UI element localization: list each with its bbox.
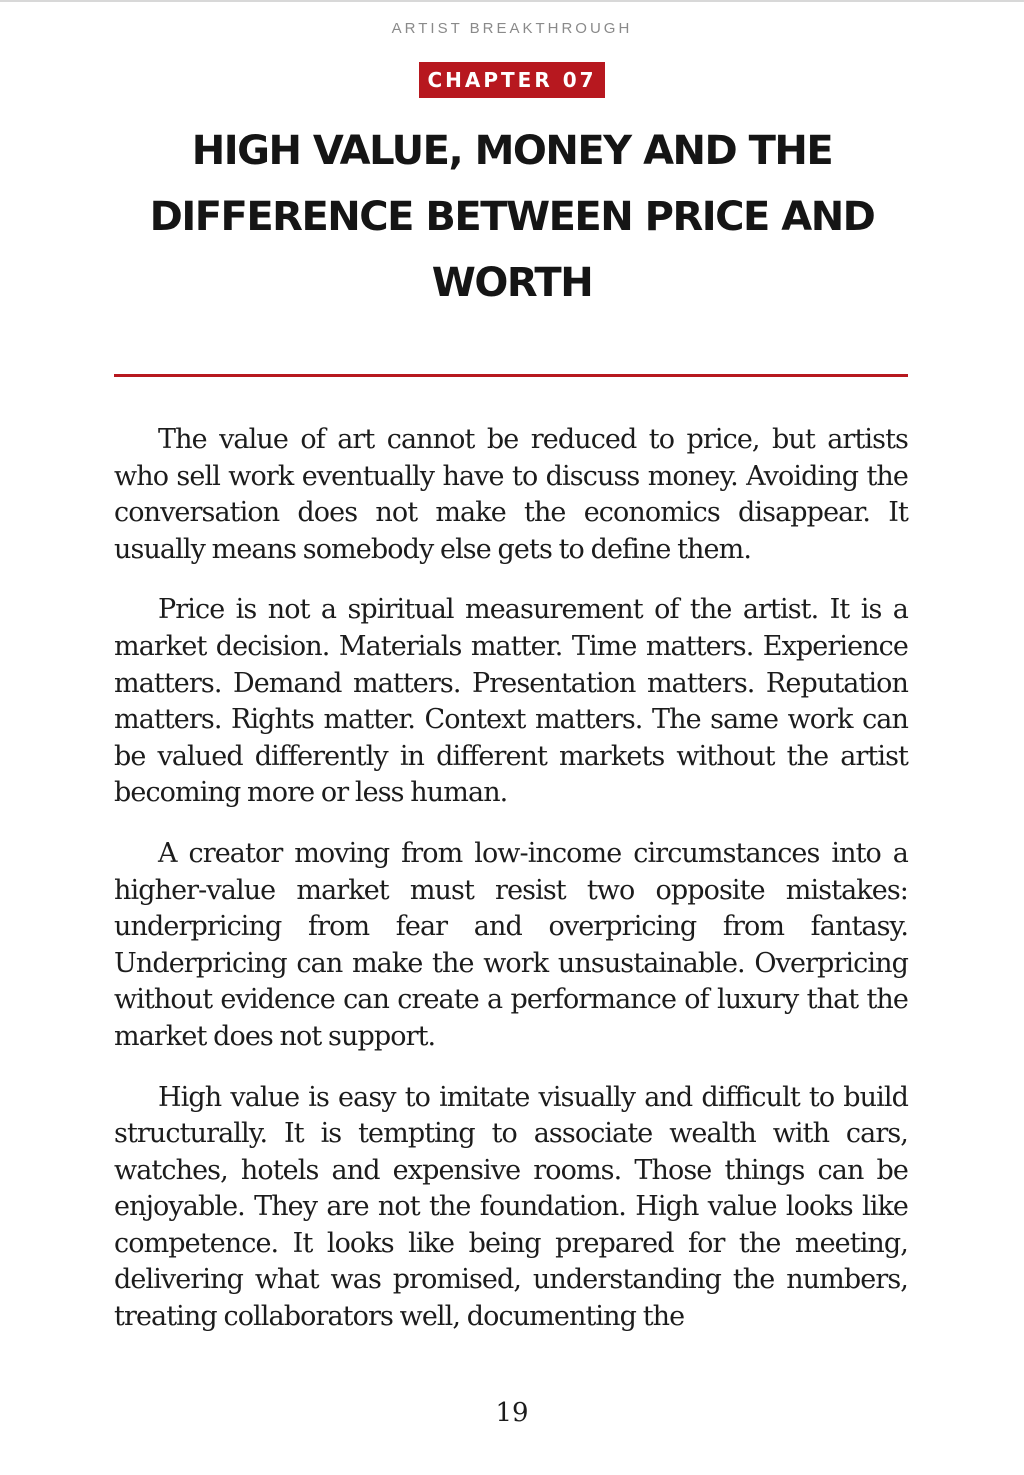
body-paragraph: High value is easy to imitate visually and difficult to build structurally. It is tempting to associate wealth with cars, watches, hotels and expensive rooms. Those things can be enjoyable. They are not the foundation. High value looks like competence. It looks like being prepared for the meeting, delivering what was promised, understanding the numbers, treating collaborators well, documenting the <box>114 1081 908 1333</box>
running-head: ARTIST BREAKTHROUGH <box>391 20 633 37</box>
chapter-title: HIGH VALUE, MONEY AND THE DIFFERENCE BETWEEN PRICE AND WORTH <box>149 128 875 306</box>
body-paragraph: The value of art cannot be reduced to price, but artists who sell work eventually have to discuss money. Avoiding the conversation does not make the economics disappear. It usually means somebody else gets to define them. <box>114 424 908 565</box>
top-border <box>0 0 1024 2</box>
title-divider <box>114 374 908 377</box>
body-paragraph: A creator moving from low-income circumstances into a higher-value market must resist two opposite mistakes: underpricing from fear and overpricing from fantasy. Underpricing can make the work unsustainable. Overpricing without evidence can create a performance of luxury that the market does not support. <box>114 837 908 1052</box>
body-paragraph: Price is not a spiritual measurement of the artist. It is a market decision. Materials matter. Time matters. Experience matters. Demand matters. Presentation matters. Reputation matters. Rights matter. Context matters. The same work can be valued differently in different markets without the artist becoming more or less human. <box>114 594 908 809</box>
chapter-body <box>114 422 908 1360</box>
chapter-label-badge: CHAPTER 07 <box>419 62 605 98</box>
page-number: 19 <box>495 1398 529 1428</box>
